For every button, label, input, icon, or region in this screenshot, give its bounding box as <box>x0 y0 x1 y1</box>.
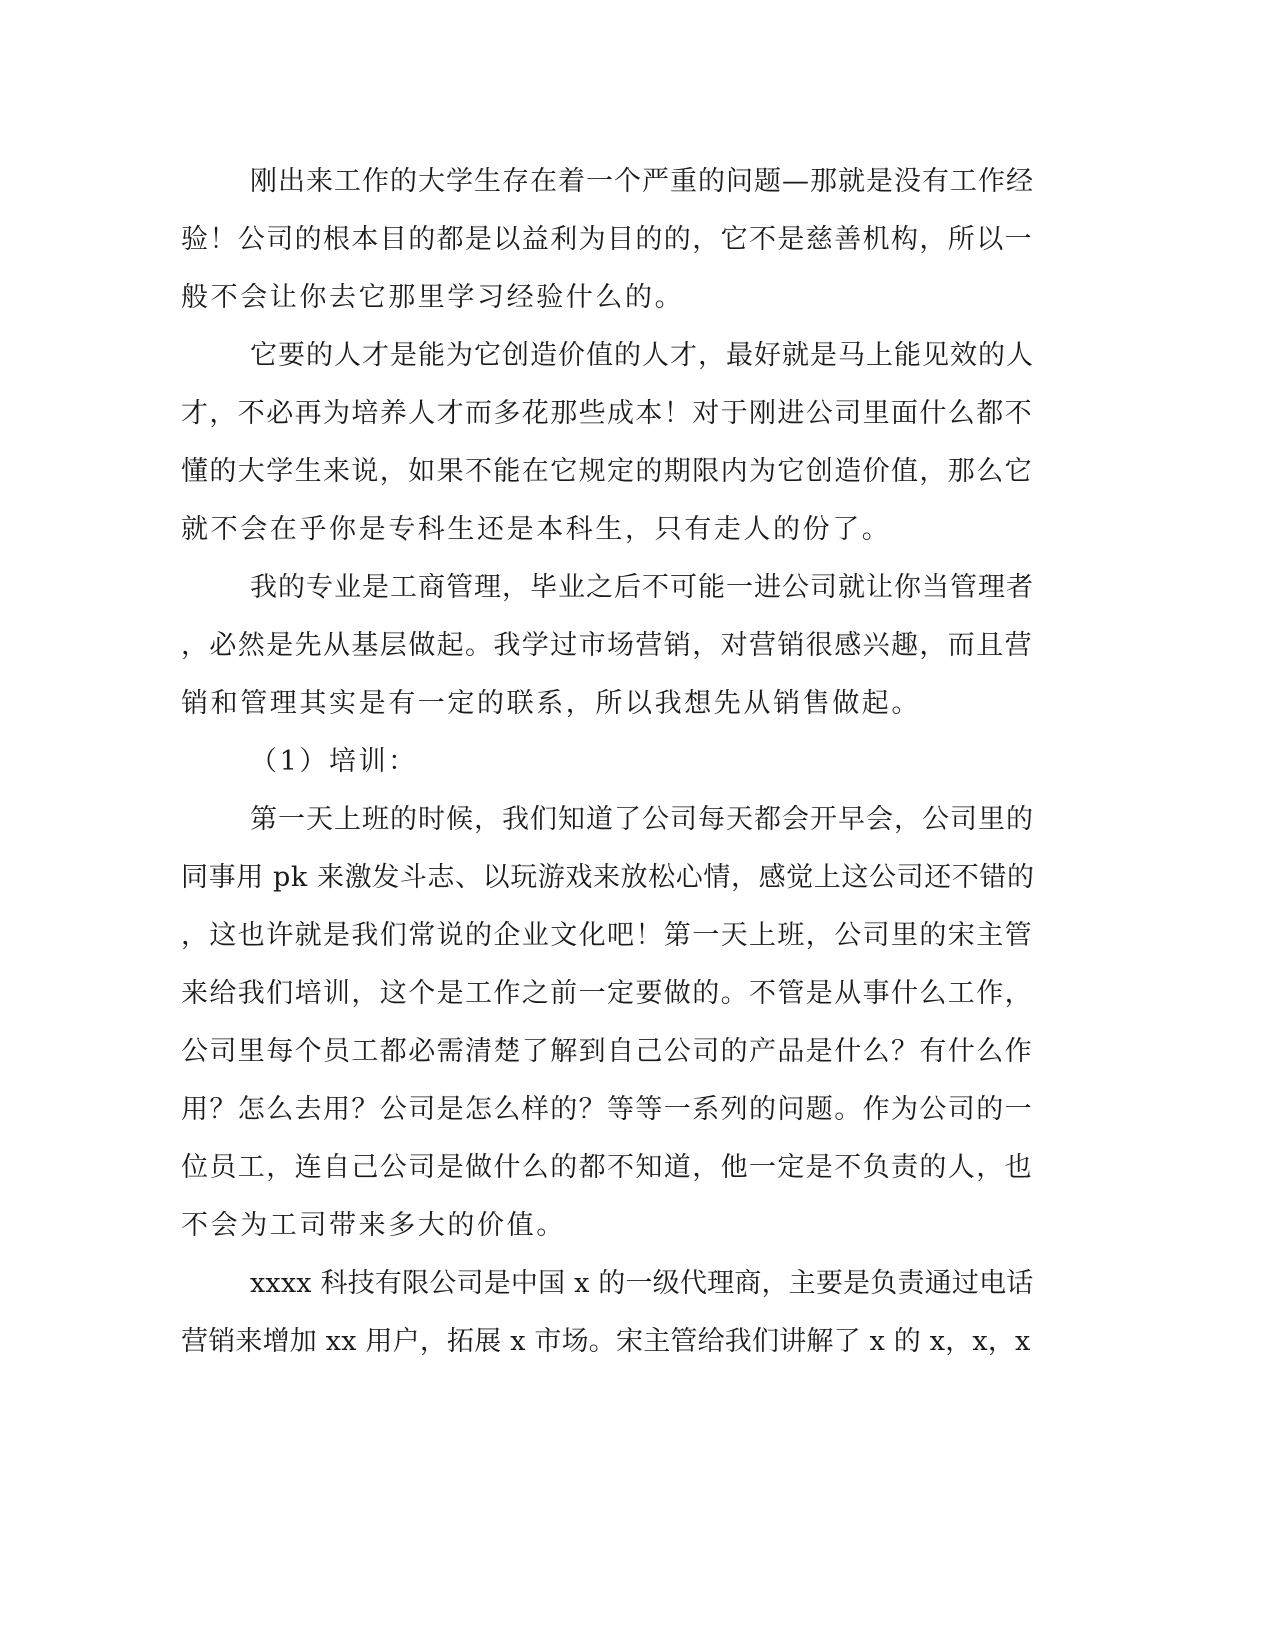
text-line <box>0 278 1275 318</box>
text-line <box>0 452 1275 492</box>
line-text: ，必然是先从基层做起。我学过市场营销，对营销很感兴趣，而且营 <box>181 630 1033 661</box>
line-text: 刚出来工作的大学生存在着一个严重的问题—那就是没有工作经 <box>250 166 1034 197</box>
line-text: 销和管理其实是有一定的联系，所以我想先从销售做起。 <box>181 688 921 719</box>
line-text: 同事用 pk 来激发斗志、以玩游戏来放松心情，感觉上这公司还不错的 <box>181 862 1035 893</box>
text-line <box>0 1090 1275 1130</box>
text-line <box>0 568 1275 608</box>
text-line <box>0 336 1275 376</box>
text-line <box>0 1148 1275 1188</box>
line-text: 就不会在乎你是专科生还是本科生，只有走人的份了。 <box>181 514 892 545</box>
line-text: 用？怎么去用？公司是怎么样的？等等一系列的问题。作为公司的一 <box>181 1094 1033 1125</box>
text-line <box>0 220 1275 260</box>
text-line <box>0 1264 1275 1304</box>
line-text: 才，不必再为培养人才而多花那些成本！对于刚进公司里面什么都不 <box>181 398 1033 429</box>
text-line <box>0 974 1275 1014</box>
text-line <box>0 394 1275 434</box>
line-text: 来给我们培训，这个是工作之前一定要做的。不管是从事什么工作， <box>181 978 1033 1009</box>
line-text: 懂的大学生来说，如果不能在它规定的期限内为它创造价值，那么它 <box>181 456 1033 487</box>
line-text: 位员工，连自己公司是做什么的都不知道，他一定是不负责的人，也 <box>181 1152 1033 1183</box>
text-line <box>0 1032 1275 1072</box>
section-heading-text: （1）培训： <box>250 746 418 777</box>
text-line <box>0 916 1275 956</box>
line-text: ，这也许就是我们常说的企业文化吧！第一天上班，公司里的宋主管 <box>181 920 1033 951</box>
line-text: 不会为工司带来多大的价值。 <box>181 1210 566 1241</box>
line-text: 营销来增加 xx 用户，拓展 x 市场。宋主管给我们讲解了 x 的 x，x，x <box>181 1326 1031 1357</box>
line-text: xxxx 科技有限公司是中国 x 的一级代理商，主要是负责通过电话 <box>250 1268 1034 1299</box>
text-line <box>0 510 1275 550</box>
text-line <box>0 858 1275 898</box>
line-text: 它要的人才是能为它创造价值的人才，最好就是马上能见效的人 <box>250 340 1034 371</box>
text-line <box>0 684 1275 724</box>
text-line <box>0 1206 1275 1246</box>
text-line <box>0 162 1275 202</box>
line-text: 验！公司的根本目的都是以益利为目的的，它不是慈善机构，所以一 <box>181 224 1033 255</box>
text-line <box>0 1322 1275 1362</box>
section-heading <box>0 742 1275 782</box>
line-text: 第一天上班的时候，我们知道了公司每天都会开早会，公司里的 <box>250 804 1034 835</box>
line-text: 我的专业是工商管理，毕业之后不可能一进公司就让你当管理者 <box>250 572 1034 603</box>
text-line <box>0 626 1275 666</box>
line-text: 公司里每个员工都必需清楚了解到自己公司的产品是什么？有什么作 <box>181 1036 1033 1067</box>
line-text: 般不会让你去它那里学习经验什么的。 <box>181 282 685 313</box>
text-line <box>0 800 1275 840</box>
